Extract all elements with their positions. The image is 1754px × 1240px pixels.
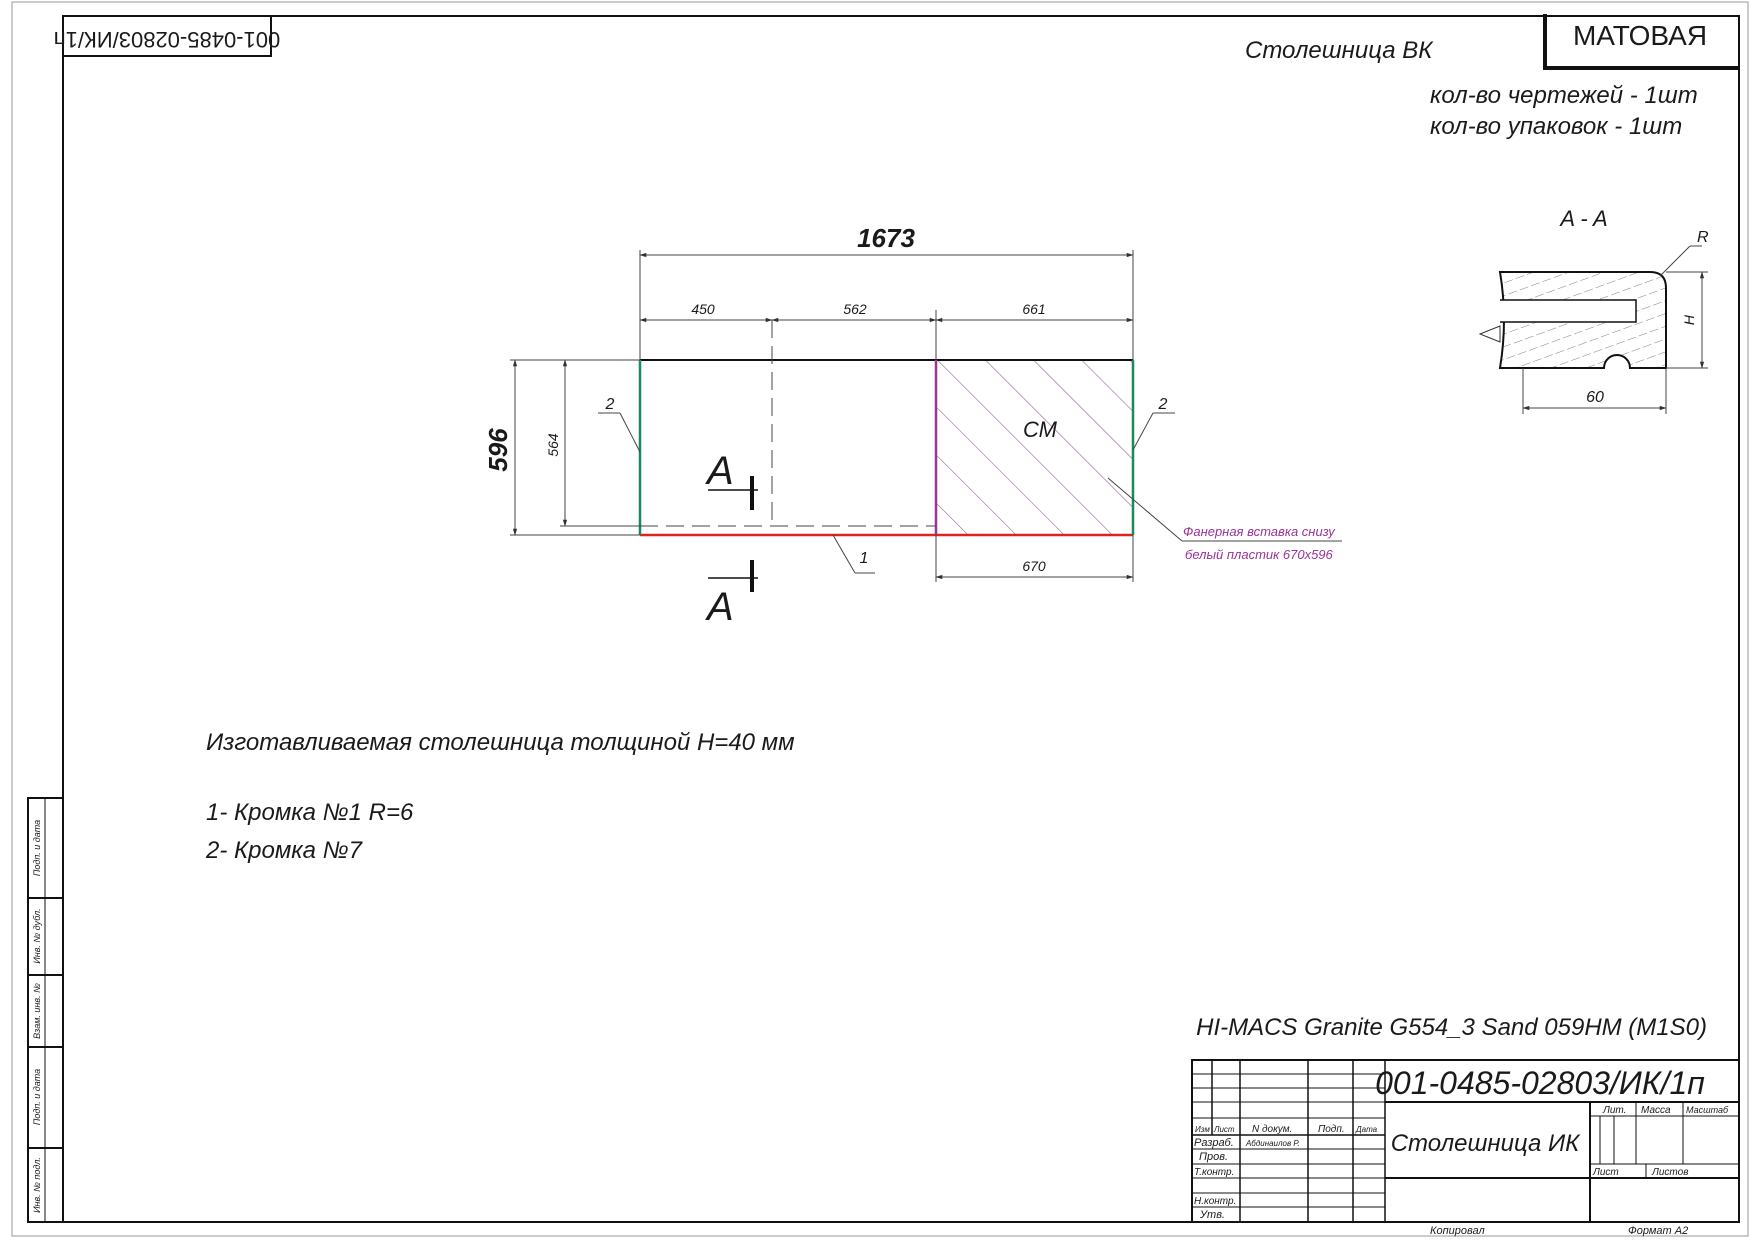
drawings-count: кол-во чертежей - 1шт bbox=[1430, 82, 1698, 109]
section-height-label: H bbox=[1681, 314, 1697, 326]
title-block bbox=[1192, 1060, 1739, 1222]
dim-insert-width: 670 bbox=[1022, 558, 1046, 574]
section-title: A - A bbox=[1560, 206, 1608, 231]
role-tcontrol: Т.контр. bbox=[1194, 1167, 1235, 1178]
note-edge-2: 2- Кромка №7 bbox=[206, 837, 362, 864]
finish-badge-label: МАТОВАЯ bbox=[1572, 20, 1708, 51]
col-sign: Подп. bbox=[1318, 1124, 1345, 1135]
role-approve: Утв. bbox=[1200, 1209, 1225, 1221]
svg-text:A: A bbox=[707, 449, 734, 493]
title-doc-number: 001-0485-02803/ИК/1п bbox=[1375, 1065, 1705, 1101]
section-radius-label: R bbox=[1697, 229, 1709, 246]
col-izm: Изм bbox=[1195, 1125, 1210, 1134]
label-sheet: Лист bbox=[1593, 1167, 1619, 1178]
dim-overall-depth: 596 bbox=[483, 428, 513, 472]
role-dev: Разраб. bbox=[1194, 1137, 1234, 1149]
packages-count: кол-во упаковок - 1шт bbox=[1430, 113, 1683, 140]
edge-right-callout: 2 bbox=[1158, 396, 1168, 413]
developer-name: Абдинаилов Р. bbox=[1246, 1139, 1300, 1148]
section-width-label: 60 bbox=[1586, 389, 1604, 406]
label-copied: Копировал bbox=[1430, 1225, 1485, 1237]
col-date: Дата bbox=[1356, 1125, 1378, 1134]
note-thickness: Изготавливаемая столешница толщиной H=40 мм bbox=[206, 729, 795, 756]
edge-left-callout: 2 bbox=[605, 396, 615, 413]
product-title: Столешница ВК bbox=[1245, 37, 1433, 64]
role-check: Пров. bbox=[1199, 1151, 1229, 1163]
role-ncontrol: Н.контр. bbox=[1194, 1196, 1237, 1207]
dim-segment-3: 661 bbox=[1022, 301, 1046, 317]
dim-overall-width: 1673 bbox=[857, 223, 915, 253]
section-cut-mark-bottom bbox=[705, 560, 758, 629]
label-mass: Масса bbox=[1641, 1105, 1671, 1116]
strip-vzam-inv: Взам. инв. № bbox=[32, 983, 42, 1039]
inner-frame bbox=[63, 16, 1739, 1222]
outer-border bbox=[12, 2, 1748, 1236]
strip-inv-podl: Инв. № подл. bbox=[32, 1157, 42, 1213]
insert-note-line2: белый пластик 670х596 bbox=[1185, 547, 1333, 562]
strip-podp-data-1: Подп. и дата bbox=[32, 819, 42, 877]
note-edge-1: 1- Кромка №1 R=6 bbox=[206, 799, 414, 826]
dim-segment-1: 450 bbox=[691, 301, 715, 317]
label-scale: Масштаб bbox=[1686, 1105, 1729, 1115]
col-list: Лист bbox=[1214, 1125, 1235, 1134]
finish-badge bbox=[1545, 14, 1738, 68]
label-format: Формат A2 bbox=[1628, 1225, 1689, 1237]
dim-segment-2: 562 bbox=[843, 301, 867, 317]
hatched-area-label: СМ bbox=[1023, 417, 1057, 442]
edge-front-callout: 1 bbox=[859, 550, 869, 567]
plan-view bbox=[483, 223, 1342, 629]
mirrored-stamp bbox=[54, 16, 280, 56]
dim-inner-depth: 564 bbox=[545, 433, 561, 457]
strip-podp-data-2: Подп. и дата bbox=[32, 1068, 42, 1126]
label-lit: Лит. bbox=[1603, 1105, 1627, 1116]
section-view bbox=[1480, 206, 1709, 414]
svg-text:A: A bbox=[707, 585, 734, 629]
section-insert-slot bbox=[1500, 300, 1636, 322]
insert-note-line1: Фанерная вставка снизу bbox=[1183, 524, 1335, 539]
strip-inv-dubl: Инв. № дубл. bbox=[32, 908, 42, 964]
col-doc: N докум. bbox=[1252, 1124, 1293, 1135]
title-name: Столешница ИК bbox=[1390, 1130, 1580, 1157]
side-strip bbox=[28, 798, 63, 1222]
label-sheets: Листов bbox=[1652, 1167, 1689, 1178]
section-cut-mark-top bbox=[705, 449, 758, 510]
insert-hatch bbox=[936, 360, 1133, 535]
material-name: HI-MACS Granite G554_3 Sand 059HM (M1S0) bbox=[1196, 1014, 1707, 1041]
mirrored-stamp-text: 001-0485-02803/ИК/1п bbox=[53, 27, 281, 53]
section-side-arrow bbox=[1480, 326, 1500, 342]
